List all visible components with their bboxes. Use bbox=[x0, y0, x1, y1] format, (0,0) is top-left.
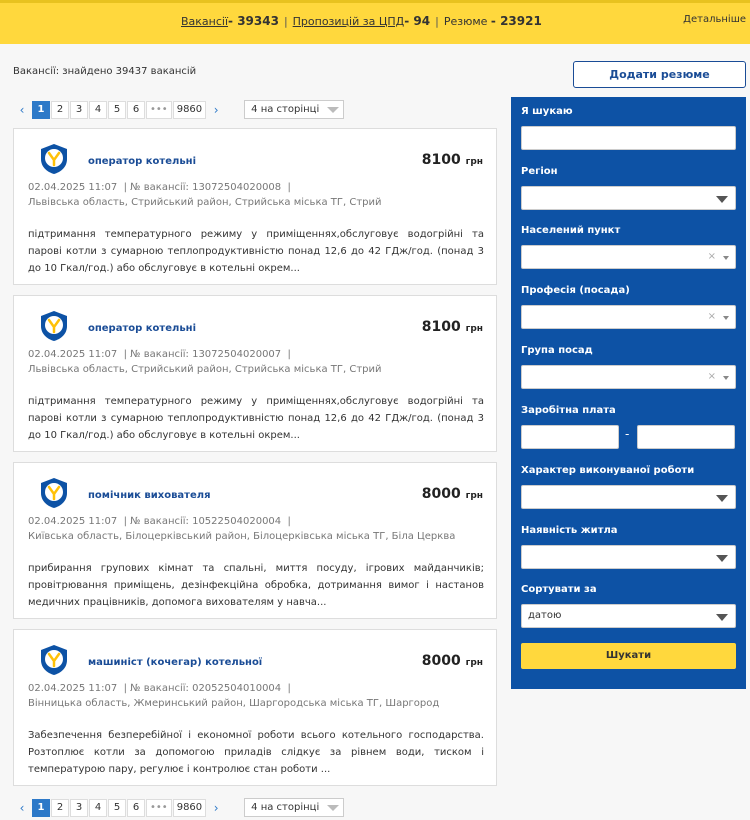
page-1-button[interactable]: 1 bbox=[32, 101, 50, 119]
filters-panel bbox=[511, 97, 746, 689]
position-group-select[interactable] bbox=[521, 365, 736, 389]
page-4-button[interactable]: 4 bbox=[89, 101, 107, 119]
sort-value: датою bbox=[528, 610, 562, 621]
search-button[interactable]: Шукати bbox=[521, 643, 736, 669]
chevron-down-icon bbox=[723, 316, 729, 320]
vacancy-card bbox=[13, 128, 497, 285]
resume-label: Резюме bbox=[443, 15, 488, 28]
vacancy-title-link[interactable]: помічник вихователя bbox=[88, 490, 211, 501]
vacancy-card bbox=[13, 629, 497, 786]
position-group-label: Група посад bbox=[521, 345, 593, 356]
vacancy-salary: 8000 грн bbox=[421, 486, 483, 502]
city-label: Населений пункт bbox=[521, 225, 621, 236]
page-last-button[interactable]: 9860 bbox=[173, 799, 206, 817]
employment-center-logo-icon bbox=[39, 644, 69, 676]
salary-label: Заробітна плата bbox=[521, 405, 616, 416]
region-label: Регіон bbox=[521, 166, 558, 177]
vacancy-description: Забезпечення безперебійної і економної роботи всього котельного господарства. Розтоплює котли за допомогою приладів слідкує за рівнем води, тиском і температурою пару, регулює і контролює стан роботи ... bbox=[28, 730, 484, 775]
vacancy-description: підтримання температурного режиму у приміщеннях,обслуговує водогрійні та парові котли з сумарною теплопродуктивністю понад 12,6 до 42 ГДж/год. (понад 3 до 10 Гкал/год.) або обслуговує в котельні окрем... bbox=[28, 396, 484, 441]
chevron-down-icon bbox=[723, 256, 729, 260]
next-page-button[interactable]: › bbox=[213, 102, 219, 117]
salary-to-input[interactable] bbox=[637, 425, 735, 449]
clear-icon[interactable]: × bbox=[707, 371, 716, 382]
employment-center-logo-icon bbox=[39, 143, 69, 175]
vacancy-location: Львівська область, Стрийський район, Стрийська міська ТГ, Стрий bbox=[28, 364, 382, 375]
chevron-down-icon bbox=[327, 805, 339, 811]
profession-select[interactable] bbox=[521, 305, 736, 329]
employment-center-logo-icon bbox=[39, 477, 69, 509]
page-4-button[interactable]: 4 bbox=[89, 799, 107, 817]
page-3-button[interactable]: 3 bbox=[70, 101, 88, 119]
chevron-down-icon bbox=[723, 376, 729, 380]
per-page-select[interactable] bbox=[244, 100, 344, 119]
chevron-down-icon bbox=[716, 614, 728, 621]
page-3-button[interactable]: 3 bbox=[70, 799, 88, 817]
add-resume-button[interactable]: Додати резюме bbox=[573, 61, 746, 88]
page-2-button[interactable]: 2 bbox=[51, 101, 69, 119]
clear-icon[interactable]: × bbox=[707, 251, 716, 262]
vacancies-count: - 39343 bbox=[228, 14, 279, 28]
vacancy-salary: 8000 грн bbox=[421, 653, 483, 669]
vacancy-description: прибирання групових кімнат та спальні, миття посуду, ігрових майданчиків; провітрювання приміщень, дезінфекційна обробка, дотримання вимог і настанов медичних працівників, допомога вихователям у навча... bbox=[28, 563, 484, 608]
vacancy-location: Львівська область, Стрийський район, Стрийська міська ТГ, Стрий bbox=[28, 197, 382, 208]
sort-label: Сортувати за bbox=[521, 584, 597, 595]
page-last-button[interactable]: 9860 bbox=[173, 101, 206, 119]
page-1-button[interactable]: 1 bbox=[32, 799, 50, 817]
per-page-select[interactable] bbox=[244, 798, 344, 817]
vacancy-card bbox=[13, 462, 497, 619]
page-5-button[interactable]: 5 bbox=[108, 799, 126, 817]
page-2-button[interactable]: 2 bbox=[51, 799, 69, 817]
salary-range-dash: - bbox=[625, 427, 630, 441]
more-details-link[interactable]: Детальніше bbox=[683, 14, 746, 25]
chevron-down-icon bbox=[716, 555, 728, 562]
search-label: Я шукаю bbox=[521, 106, 573, 117]
pagination-bottom bbox=[13, 798, 344, 817]
vacancy-meta: 02.04.2025 11:07 | № вакансії: 13072504020008 | bbox=[28, 182, 291, 193]
per-page-value: 4 на сторінці bbox=[251, 802, 320, 813]
vacancy-salary: 8100 грн bbox=[421, 319, 483, 335]
page-ellipsis: ••• bbox=[146, 101, 172, 119]
salary-from-input[interactable] bbox=[521, 425, 619, 449]
employment-center-logo-icon bbox=[39, 310, 69, 342]
work-type-select[interactable] bbox=[521, 485, 736, 509]
region-select[interactable] bbox=[521, 186, 736, 210]
vacancy-meta: 02.04.2025 11:07 | № вакансії: 10522504020004 | bbox=[28, 516, 291, 527]
cpd-link[interactable]: Пропозицій за ЦПД bbox=[292, 15, 405, 28]
vacancy-title-link[interactable]: машиніст (кочегар) котельної bbox=[88, 657, 263, 668]
housing-select[interactable] bbox=[521, 545, 736, 569]
work-type-label: Характер виконуваної роботи bbox=[521, 465, 695, 476]
vacancy-title-link[interactable]: оператор котельні bbox=[88, 323, 196, 334]
top-stats-bar bbox=[0, 0, 750, 44]
results-count: Вакансії: знайдено 39437 вакансій bbox=[13, 66, 197, 77]
per-page-value: 4 на сторінці bbox=[251, 104, 320, 115]
page-ellipsis: ••• bbox=[146, 799, 172, 817]
vacancy-meta: 02.04.2025 11:07 | № вакансії: 13072504020007 | bbox=[28, 349, 291, 360]
vacancy-description: підтримання температурного режиму у приміщеннях,обслуговує водогрійні та парові котли з сумарною теплопродуктивністю понад 12,6 до 42 ГДж/год. (понад 3 до 10 Гкал/год.) або обслуговує в котельні окрем... bbox=[28, 229, 484, 274]
vacancies-link[interactable]: Вакансії bbox=[181, 15, 229, 28]
clear-icon[interactable]: × bbox=[707, 311, 716, 322]
housing-label: Наявність житла bbox=[521, 525, 618, 536]
sort-select[interactable] bbox=[521, 604, 736, 628]
page-6-button[interactable]: 6 bbox=[127, 799, 145, 817]
vacancy-location: Київська область, Білоцерківський район, Білоцерківська міська ТГ, Біла Церква bbox=[28, 531, 456, 542]
page-6-button[interactable]: 6 bbox=[127, 101, 145, 119]
chevron-down-icon bbox=[716, 196, 728, 203]
vacancy-card bbox=[13, 295, 497, 452]
prev-page-button[interactable]: ‹ bbox=[19, 102, 25, 117]
chevron-down-icon bbox=[327, 107, 339, 113]
vacancy-location: Вінницька область, Жмеринський район, Шаргородська міська ТГ, Шаргород bbox=[28, 698, 440, 709]
city-select[interactable] bbox=[521, 245, 736, 269]
stats-summary: Вакансії- 39343 | Пропозицій за ЦПД- 94 | Резюме - 23921 bbox=[181, 14, 542, 28]
next-page-button[interactable]: › bbox=[213, 800, 219, 815]
profession-label: Професія (посада) bbox=[521, 285, 630, 296]
vacancy-title-link[interactable]: оператор котельні bbox=[88, 156, 196, 167]
search-input[interactable] bbox=[521, 126, 736, 150]
vacancy-salary: 8100 грн bbox=[421, 152, 483, 168]
chevron-down-icon bbox=[716, 495, 728, 502]
pagination-top bbox=[13, 100, 344, 119]
page-5-button[interactable]: 5 bbox=[108, 101, 126, 119]
vacancy-meta: 02.04.2025 11:07 | № вакансії: 02052504010004 | bbox=[28, 683, 291, 694]
resume-count: - 23921 bbox=[490, 14, 542, 28]
prev-page-button[interactable]: ‹ bbox=[19, 800, 25, 815]
cpd-count: - 94 bbox=[404, 14, 431, 28]
